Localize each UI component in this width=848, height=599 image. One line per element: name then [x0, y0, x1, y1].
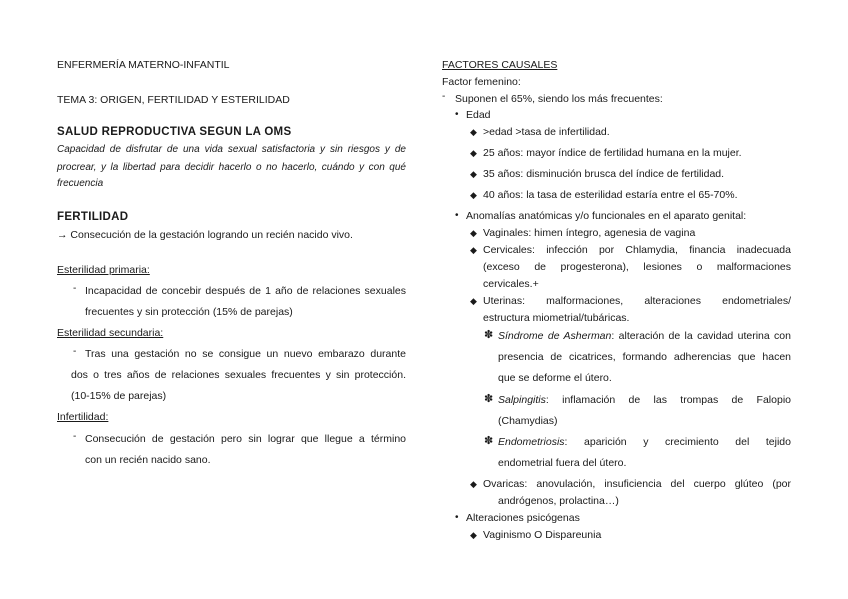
asherman-line: que se deforme el útero. — [498, 372, 612, 384]
fertility-heading: FERTILIDAD — [57, 211, 129, 223]
intro-line: Suponen el 65%, siendo los más frecuentes: — [455, 93, 663, 105]
diamond-bullet: ◆ — [470, 296, 477, 306]
infertility-label: Infertilidad: — [57, 411, 109, 423]
cervical-line: Cervicales: infección por Chlamydia, financia inadecuada — [483, 244, 791, 256]
secondary-sterility-line: Tras una gestación no se consigue un nuevo embarazo durante — [85, 348, 406, 360]
endometriosis-text: : aparición y crecimiento del tejido — [564, 436, 791, 448]
age-detail: 40 años: la tasa de esterilidad estaría entre el 65-70%. — [483, 189, 738, 201]
anomalies-item: Anomalías anatómicas y/o funcionales en el aparato genital: — [466, 210, 747, 222]
secondary-sterility-line: dos o tres años de relaciones sexuales frecuentes y sin protección. — [71, 369, 406, 381]
asherman-line-1 — [498, 329, 791, 343]
diamond-bullet: ◆ — [470, 169, 477, 179]
salpingitis-line: (Chamydias) — [498, 415, 558, 427]
age-detail: 25 años: mayor índice de fertilidad humana en la mujer. — [483, 147, 742, 159]
primary-sterility-line: Incapacidad de concebir después de 1 año de relaciones sexuales — [85, 285, 406, 297]
cervical-line: (exceso de progesterona), lesiones o malformaciones — [483, 261, 791, 273]
diamond-bullet: ◆ — [470, 479, 477, 489]
cervical-line: cervicales.+ — [483, 278, 539, 290]
dash-bullet: - — [73, 346, 77, 357]
age-item: Edad — [466, 109, 491, 121]
ovarian-line: Ovaricas: anovulación, insuficiencia del cuerpo glúteo (por — [483, 478, 791, 490]
diamond-bullet: ◆ — [470, 127, 477, 137]
dash-bullet: - — [442, 91, 446, 102]
diamond-bullet: ◆ — [470, 148, 477, 158]
uterine-line: Uterinas: malformaciones, alteraciones endometriales/ — [483, 295, 791, 307]
ovarian-line: andrógenos, prolactina…) — [498, 495, 619, 507]
salpingitis-line-1 — [498, 393, 791, 407]
causal-factors-heading: FACTORES CAUSALES — [442, 59, 558, 71]
endometriosis-line: endometrial fuera del útero. — [498, 457, 627, 469]
vaginismus-item: Vaginismo O Dispareunia — [483, 529, 602, 541]
secondary-sterility-label: Esterilidad secundaria: — [57, 327, 164, 339]
diamond-bullet: ◆ — [470, 530, 477, 540]
fertility-definition: → Consecución de la gestación logrando un recién nacido vivo. — [57, 229, 353, 241]
oms-definition-line: Capacidad de disfrutar de una vida sexual satisfactoria y sin riesgos y de — [57, 144, 406, 155]
dot-bullet: • — [455, 109, 459, 120]
endometriosis-line-1 — [498, 435, 791, 449]
dot-bullet: • — [455, 512, 459, 523]
salpingitis-text: : inflamación de las trompas de Falopio — [545, 394, 791, 406]
vaginal-item: Vaginales: himen íntegro, agenesia de vagina — [483, 227, 696, 239]
flower-bullet: ✽ — [484, 435, 494, 447]
infertility-line: Consecución de gestación pero sin lograr que llegue a término — [85, 433, 406, 445]
psychogenic-item: Alteraciones psicógenas — [466, 512, 580, 524]
primary-sterility-label: Esterilidad primaria: — [57, 264, 150, 276]
asherman-text: : alteración de la cavidad uterina con — [611, 330, 791, 342]
course-title: ENFERMERÍA MATERNO-INFANTIL — [57, 59, 230, 71]
diamond-bullet: ◆ — [470, 245, 477, 255]
diamond-bullet: ◆ — [470, 228, 477, 238]
topic-title: TEMA 3: ORIGEN, FERTILIDAD Y ESTERILIDAD — [57, 94, 290, 106]
flower-bullet: ✽ — [484, 329, 494, 341]
dash-bullet: - — [73, 283, 77, 294]
diamond-bullet: ◆ — [470, 190, 477, 200]
oms-definition-line: procrear, y la libertad para decidir hacerlo o no hacerlo, cuándo y con qué — [57, 162, 406, 173]
asherman-line: presencia de cicatrices, formando adherencias que hacen — [498, 351, 791, 363]
primary-sterility-line: frecuentes y sin protección (15% de parejas) — [85, 306, 293, 318]
oms-definition-line: frecuencia — [57, 178, 104, 189]
age-detail: 35 años: disminución brusca del índice de fertilidad. — [483, 168, 725, 180]
oms-heading: SALUD REPRODUCTIVA SEGUN LA OMS — [57, 126, 292, 138]
asherman-term: Síndrome de Asherman — [498, 330, 612, 342]
age-detail: >edad >tasa de infertilidad. — [483, 126, 610, 138]
flower-bullet: ✽ — [484, 393, 494, 405]
endometriosis-term: Endometriosis — [498, 436, 565, 448]
secondary-sterility-line: (10-15% de parejas) — [71, 390, 167, 402]
female-factor-subheading: Factor femenino: — [442, 76, 521, 88]
infertility-line: con un recién nacido sano. — [85, 454, 211, 466]
salpingitis-term: Salpingitis — [498, 394, 546, 406]
dot-bullet: • — [455, 210, 459, 221]
uterine-line: estructura miometrial/tubáricas. — [483, 312, 630, 324]
dash-bullet: - — [73, 431, 77, 442]
